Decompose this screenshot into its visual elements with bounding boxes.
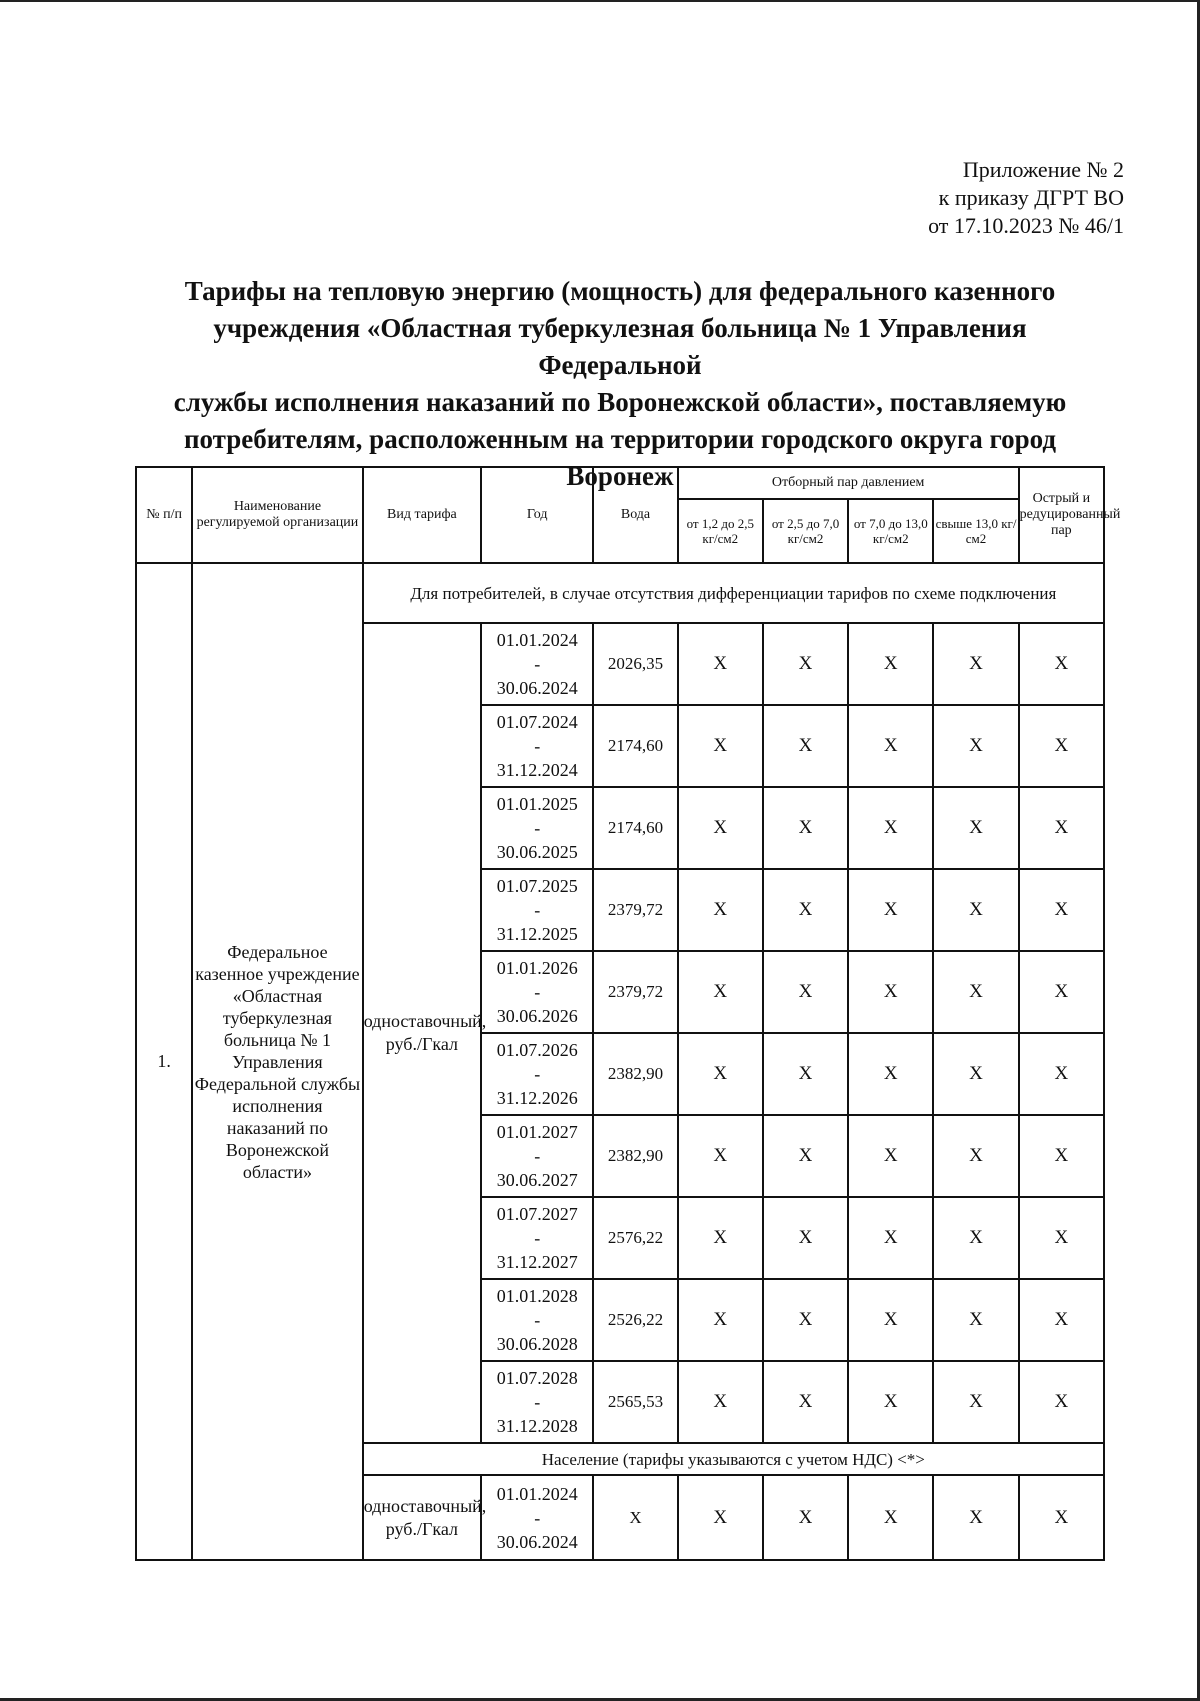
- steam-value-s2: X: [763, 1033, 848, 1115]
- period-cell: [481, 1475, 593, 1560]
- steam-value-s4: X: [933, 1279, 1018, 1361]
- water-tariff: 2382,90: [593, 1033, 677, 1115]
- period-start: 01.07.2026: [496, 1040, 578, 1060]
- appendix-line: Приложение № 2: [962, 157, 1124, 182]
- title-line: службы исполнения наказаний по Воронежской области», поставляемую: [173, 387, 1067, 417]
- steam-value-s1: X: [678, 951, 763, 1033]
- period-cell: [481, 1361, 593, 1443]
- steam-value-s1: X: [678, 787, 763, 869]
- header-steam-2: от 2,5 до 7,0 кг/см2: [763, 499, 848, 563]
- steam-value-s4: X: [933, 787, 1018, 869]
- appendix-line: к приказу ДГРТ ВО: [938, 185, 1124, 210]
- period-start: 01.07.2024: [496, 712, 578, 732]
- period-cell: [481, 623, 593, 705]
- row-number: 1.: [136, 563, 192, 1560]
- population-tariff-kind: одноставочный, руб./Гкал: [363, 1475, 481, 1560]
- steam-value-s2: X: [763, 787, 848, 869]
- steam-value-s3: X: [848, 1279, 933, 1361]
- steam-value-sharp: X: [1019, 705, 1104, 787]
- water-tariff: X: [593, 1475, 677, 1560]
- title-line: учреждения «Областная туберкулезная больница № 1 Управления Федеральной: [213, 313, 1027, 380]
- water-tariff: 2026,35: [593, 623, 677, 705]
- steam-value-s4: X: [933, 1197, 1018, 1279]
- header-kind: Вид тарифа: [363, 467, 481, 563]
- period-start: 01.01.2025: [496, 794, 578, 814]
- water-tariff: 2174,60: [593, 705, 677, 787]
- scan-edge-top: [0, 0, 1200, 8]
- period-dash: -: [534, 1310, 541, 1330]
- period-dash: -: [534, 900, 541, 920]
- steam-value-sharp: X: [1019, 787, 1104, 869]
- title-line: потребителям, расположенным на территории городского округа город Воронеж: [183, 424, 1057, 491]
- period-end: 30.06.2024: [496, 678, 578, 698]
- water-tariff: 2565,53: [593, 1361, 677, 1443]
- section-row-general: [136, 563, 1104, 623]
- steam-value-s3: X: [848, 951, 933, 1033]
- period-cell: [481, 951, 593, 1033]
- period-dash: -: [534, 982, 541, 1002]
- section-population-label: Население (тарифы указываются с учетом НДС) <*>: [363, 1443, 1104, 1475]
- period-dash: -: [534, 1507, 541, 1528]
- header-water: Вода: [593, 467, 677, 563]
- steam-value-s3: X: [848, 623, 933, 705]
- steam-value-s3: X: [848, 1197, 933, 1279]
- steam-value-sharp: X: [1019, 1475, 1104, 1560]
- steam-value-sharp: X: [1019, 1197, 1104, 1279]
- steam-value-s4: X: [933, 1033, 1018, 1115]
- steam-value-sharp: X: [1019, 1115, 1104, 1197]
- steam-value-s2: X: [763, 1475, 848, 1560]
- steam-value-s1: X: [678, 1361, 763, 1443]
- steam-value-s1: X: [678, 1115, 763, 1197]
- period-start: 01.01.2026: [496, 958, 578, 978]
- water-tariff: 2526,22: [593, 1279, 677, 1361]
- water-tariff: 2379,72: [593, 951, 677, 1033]
- period-cell: [481, 1197, 593, 1279]
- steam-value-s1: X: [678, 1197, 763, 1279]
- steam-value-s3: X: [848, 787, 933, 869]
- period-end: 30.06.2026: [496, 1006, 578, 1026]
- appendix-line: от 17.10.2023 № 46/1: [928, 213, 1124, 238]
- steam-value-s2: X: [763, 623, 848, 705]
- period-end: 31.12.2028: [496, 1416, 578, 1436]
- water-tariff: 2379,72: [593, 869, 677, 951]
- period-end: 31.12.2025: [496, 924, 578, 944]
- period-dash: -: [534, 1228, 541, 1248]
- steam-value-s4: X: [933, 623, 1018, 705]
- header-org: Наименование регулируемой организации: [192, 467, 363, 563]
- period-dash: -: [534, 818, 541, 838]
- steam-value-s4: X: [933, 1475, 1018, 1560]
- steam-value-s2: X: [763, 951, 848, 1033]
- steam-value-sharp: X: [1019, 1279, 1104, 1361]
- steam-value-s2: X: [763, 1279, 848, 1361]
- water-tariff: 2382,90: [593, 1115, 677, 1197]
- period-dash: -: [534, 654, 541, 674]
- period-start: 01.01.2027: [496, 1122, 578, 1142]
- period-cell: [481, 1279, 593, 1361]
- steam-value-sharp: X: [1019, 623, 1104, 705]
- steam-value-s3: X: [848, 1361, 933, 1443]
- period-start: 01.07.2027: [496, 1204, 578, 1224]
- water-tariff: 2576,22: [593, 1197, 677, 1279]
- steam-value-s2: X: [763, 1197, 848, 1279]
- steam-value-s4: X: [933, 1115, 1018, 1197]
- tariff-table: [135, 466, 1121, 1561]
- period-end: 31.12.2027: [496, 1252, 578, 1272]
- tariff-kind: одноставочный, руб./Гкал: [363, 623, 481, 1443]
- steam-value-s1: X: [678, 1033, 763, 1115]
- steam-value-sharp: X: [1019, 869, 1104, 951]
- period-end: 30.06.2027: [496, 1170, 578, 1190]
- period-cell: [481, 1033, 593, 1115]
- steam-value-s1: X: [678, 705, 763, 787]
- period-cell: [481, 705, 593, 787]
- period-start: 01.01.2024: [496, 630, 578, 650]
- steam-value-sharp: X: [1019, 1361, 1104, 1443]
- steam-value-s4: X: [933, 1361, 1018, 1443]
- steam-value-s1: X: [678, 1475, 763, 1560]
- steam-value-s1: X: [678, 1279, 763, 1361]
- period-start: 01.07.2025: [496, 876, 578, 896]
- section-general-label: Для потребителей, в случае отсутствия дифференциации тарифов по схеме подключения: [363, 563, 1104, 623]
- steam-value-s3: X: [848, 705, 933, 787]
- period-dash: -: [534, 1064, 541, 1084]
- steam-value-s1: X: [678, 623, 763, 705]
- steam-value-s2: X: [763, 1115, 848, 1197]
- organization-name: Федеральное казенное учреждение «Областная туберкулезная больница № 1 Управления Федеральной службы исполнения наказаний по Воронежской области»: [192, 563, 363, 1560]
- period-end: 31.12.2024: [496, 760, 578, 780]
- steam-value-sharp: X: [1019, 1033, 1104, 1115]
- period-end: 30.06.2024: [496, 1531, 578, 1552]
- appendix-header: [928, 156, 1124, 240]
- period-end: 30.06.2025: [496, 842, 578, 862]
- period-cell: [481, 1115, 593, 1197]
- period-cell: [481, 869, 593, 951]
- header-num: № п/п: [136, 467, 192, 563]
- period-cell: [481, 787, 593, 869]
- steam-value-s1: X: [678, 869, 763, 951]
- steam-value-s2: X: [763, 869, 848, 951]
- steam-value-s3: X: [848, 1475, 933, 1560]
- period-start: 01.01.2028: [496, 1286, 578, 1306]
- header-steam-group: Отборный пар давлением: [678, 467, 1019, 499]
- steam-value-s3: X: [848, 869, 933, 951]
- steam-value-sharp: X: [1019, 951, 1104, 1033]
- steam-value-s2: X: [763, 705, 848, 787]
- header-steam-4: свыше 13,0 кг/см2: [933, 499, 1018, 563]
- header-row: [136, 467, 1104, 499]
- steam-value-s4: X: [933, 869, 1018, 951]
- water-tariff: 2174,60: [593, 787, 677, 869]
- header-steam-3: от 7,0 до 13,0 кг/см2: [848, 499, 933, 563]
- period-dash: -: [534, 1146, 541, 1166]
- header-year: Год: [481, 467, 593, 563]
- period-end: 31.12.2026: [496, 1088, 578, 1108]
- period-dash: -: [534, 1392, 541, 1412]
- steam-value-s3: X: [848, 1115, 933, 1197]
- header-sharp-steam: Острый и редуцированный пар: [1019, 467, 1104, 563]
- steam-value-s3: X: [848, 1033, 933, 1115]
- period-dash: -: [534, 736, 541, 756]
- header-steam-1: от 1,2 до 2,5 кг/см2: [678, 499, 763, 563]
- steam-value-s4: X: [933, 951, 1018, 1033]
- period-start: 01.07.2028: [496, 1368, 578, 1388]
- title-line: Тарифы на тепловую энергию (мощность) для федерального казенного: [184, 276, 1056, 306]
- steam-value-s4: X: [933, 705, 1018, 787]
- period-end: 30.06.2028: [496, 1334, 578, 1354]
- document-title: [130, 273, 1110, 495]
- period-start: 01.01.2024: [496, 1483, 578, 1504]
- steam-value-s2: X: [763, 1361, 848, 1443]
